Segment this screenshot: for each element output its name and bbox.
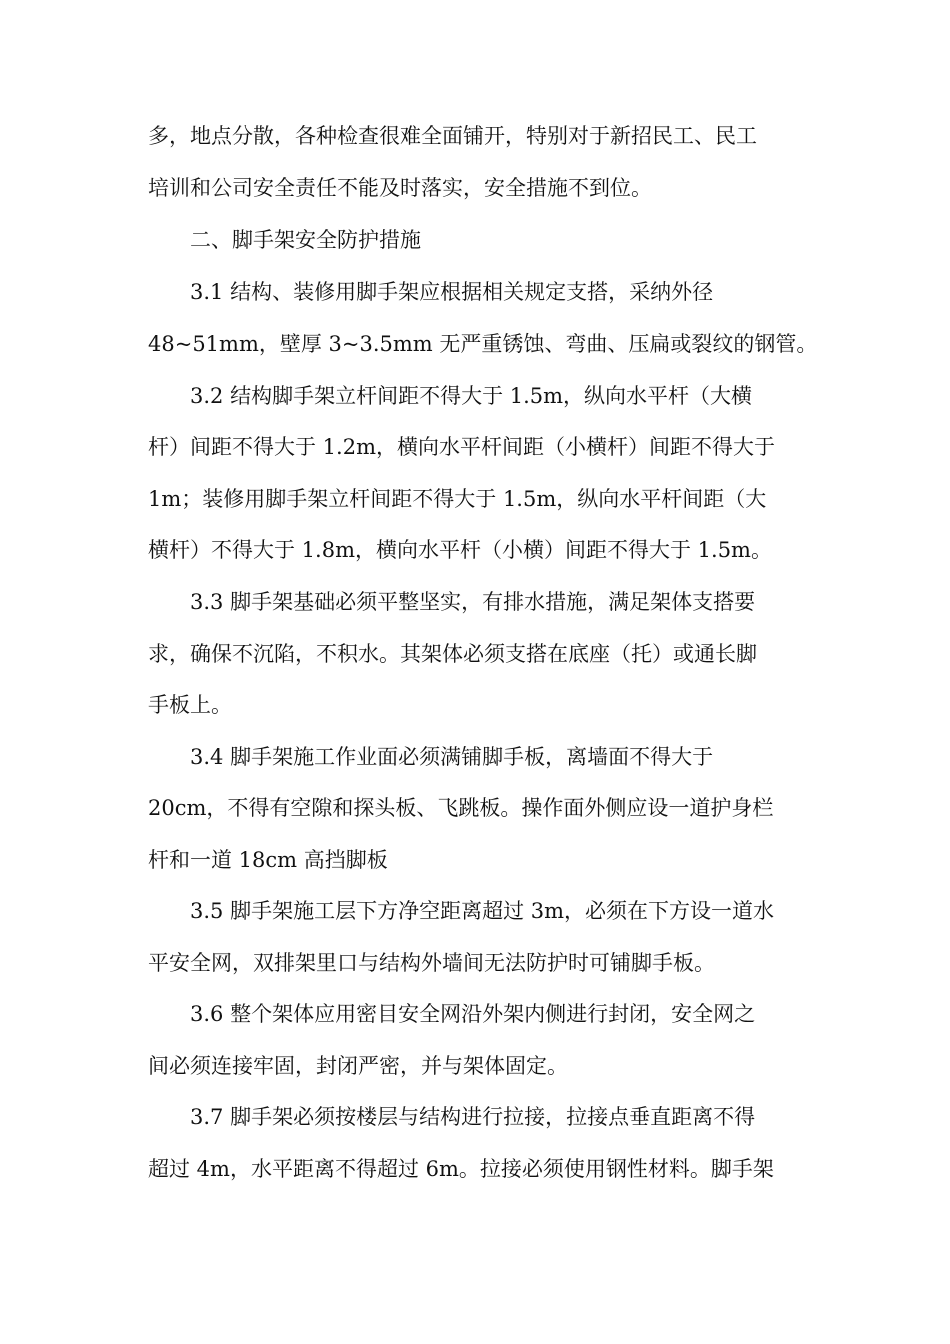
text-line-20: 3.7 脚手架必须按楼层与结构进行拉接，拉接点垂直距离不得 <box>190 1105 756 1129</box>
text-line-5: 48~51mm，壁厚 3~3.5mm 无严重锈蚀、弯曲、压扁或裂纹的钢管。 <box>148 332 818 356</box>
text-line-16: 3.5 脚手架施工层下方净空距离超过 3m，必须在下方设一道水 <box>190 899 775 923</box>
text-line-21: 超过 4m，水平距离不得超过 6m。拉接必须使用钢性材料。脚手架 <box>148 1157 774 1181</box>
text-line-4: 3.1 结构、装修用脚手架应根据相关规定支搭，采纳外径 <box>190 280 714 304</box>
text-line-18: 3.6 整个架体应用密目安全网沿外架内侧进行封闭，安全网之 <box>190 1002 756 1026</box>
text-line-11: 求，确保不沉陷，不积水。其架体必须支搭在底座（托）或通长脚 <box>148 642 757 666</box>
text-line-14: 20cm，不得有空隙和探头板、飞跳板。操作面外侧应设一道护身栏 <box>148 796 774 820</box>
text-line-9: 横杆）不得大于 1.8m，横向水平杆（小横）间距不得大于 1.5m。 <box>148 538 772 562</box>
text-line-8: 1m；装修用脚手架立杆间距不得大于 1.5m，纵向水平杆间距（大 <box>148 487 767 511</box>
text-line-13: 3.4 脚手架施工作业面必须满铺脚手板，离墙面不得大于 <box>190 745 714 769</box>
text-line-7: 杆）间距不得大于 1.2m，横向水平杆间距（小横杆）间距不得大于 <box>148 435 775 459</box>
text-line-1: 多，地点分散，各种检查很难全面铺开，特别对于新招民工、民工 <box>148 124 757 148</box>
text-line-12: 手板上。 <box>148 693 232 717</box>
text-line-10: 3.3 脚手架基础必须平整坚实，有排水措施，满足架体支搭要 <box>190 590 756 614</box>
text-line-2: 培训和公司安全责任不能及时落实，安全措施不到位。 <box>148 176 652 200</box>
text-line-19: 间必须连接牢固，封闭严密，并与架体固定。 <box>148 1054 568 1078</box>
text-line-17: 平安全网，双排架里口与结构外墙间无法防护时可铺脚手板。 <box>148 951 715 975</box>
section-heading: 二、脚手架安全防护措施 <box>190 228 421 252</box>
text-line-15: 杆和一道 18cm 高挡脚板 <box>148 848 388 872</box>
text-line-6: 3.2 结构脚手架立杆间距不得大于 1.5m，纵向水平杆（大横 <box>190 384 753 408</box>
